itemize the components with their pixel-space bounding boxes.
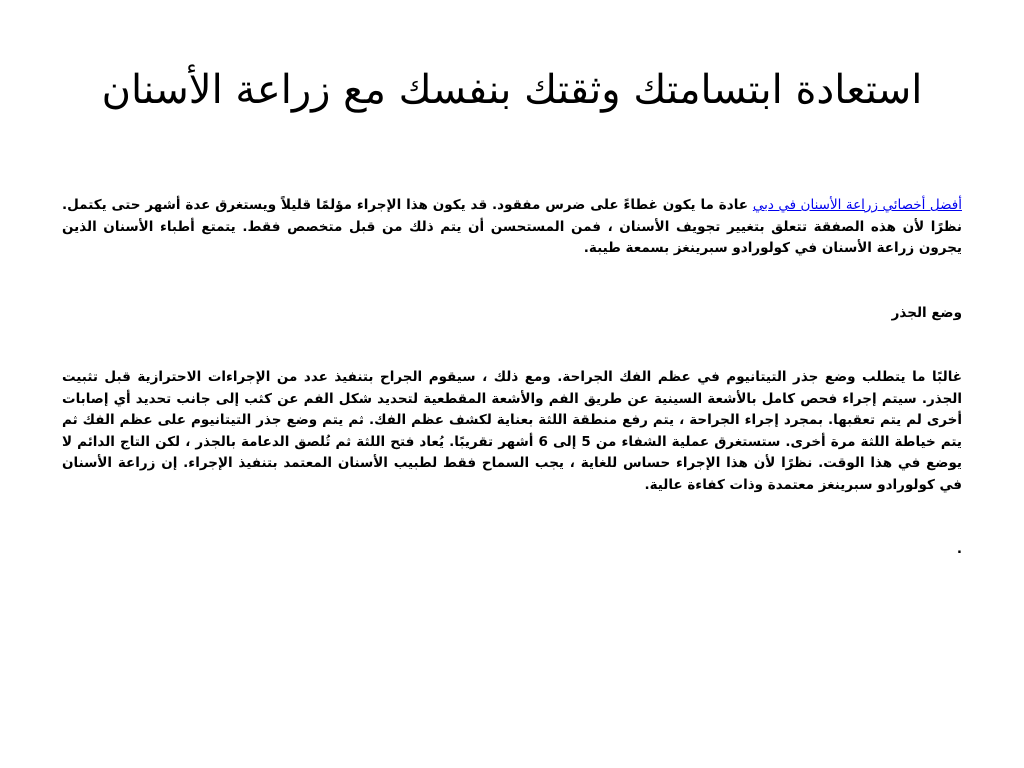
slide-body: [62, 195, 962, 561]
intro-text: عادة ما يكون غطاءً على ضرس مفقود. قد يكون هذا الإجراء مؤلمًا قليلاً ويستغرق عدة أشهر حتى يكتمل. نظرًا لأن هذه الصفقة تتعلق بتغيير تجويف الأسنان ، فمن المستحسن أن يتم ذلك من قبل متخصص فقط. يتمتع أطباء الأسنان الذين يجرون زراعة الأسنان في كولورادو سبرينغز بسمعة طيبة.: [62, 197, 962, 256]
trailing-dot: .: [956, 541, 962, 557]
slide-title: استعادة ابتسامتك وثقتك بنفسك مع زراعة الأسنان: [101, 67, 923, 113]
section-paragraph: غالبًا ما يتطلب وضع جذر التيتانيوم في عظم الفك الجراحة. ومع ذلك ، سيقوم الجراح بتنفيذ عدد من الإجراءات الاحترازية قبل تثبيت الجذر. سيتم إجراء فحص كامل بالأشعة السينية عن طريق الفم والأشعة المقطعية لتحديد شكل الفم عن كثب إلى جانب تحديد أي إصابات أخرى لم يتم تعقبها. بمجرد إجراء الجراحة ، يتم رفع منطقة اللثة بعناية لكشف عظم الفك. ثم يتم وضع جذر التيتانيوم على عظم الفك ثم يتم خياطة اللثة مرة أخرى. ستستغرق عملية الشفاء من 5 إلى 6 أشهر تقريبًا. يُعاد فتح اللثة ثم تُلصق الدعامة بالجذر ، لكن التاج الدائم لا يوضع في هذا الوقت. نظرًا لأن هذا الإجراء حساس للغاية ، يجب السماح فقط لطبيب الأسنان المعتمد بتنفيذ الإجراء. إن زراعة الأسنان في كولورادو سبرينغز معتمدة وذات كفاءة عالية.: [62, 369, 962, 493]
section-heading: وضع الجذر: [891, 304, 962, 321]
intro-paragraph: [62, 195, 962, 260]
dentist-link[interactable]: أفضل أخصائي زراعة الأسنان في دبي: [752, 197, 962, 213]
